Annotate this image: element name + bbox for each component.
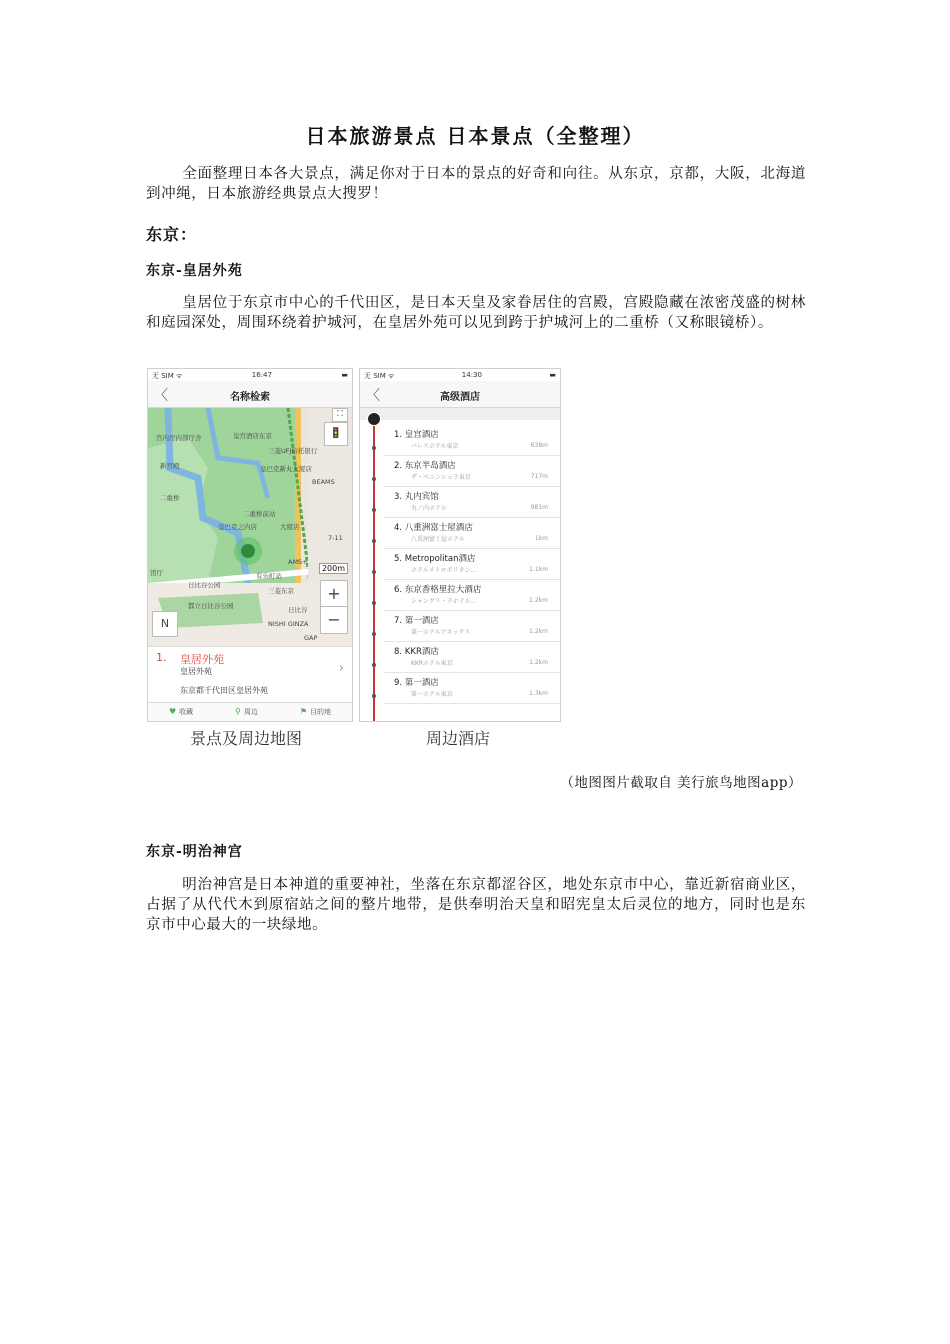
hotel-name: 5. Metropolitan酒店 (394, 554, 476, 564)
section-heading-tokyo: 东京： (146, 225, 198, 244)
hotel-distance: 638m (530, 442, 548, 449)
route-dot (372, 663, 376, 667)
status-bar (148, 369, 352, 381)
hotel-list-item[interactable] (384, 672, 560, 704)
result-subtitle: 皇居外苑 (180, 667, 212, 676)
battery-icon: ▬ (341, 371, 348, 379)
result-name: 皇居外苑 (180, 653, 224, 666)
hotel-name: 3. 丸内宾馆 (394, 492, 439, 502)
map-label: AMS+ (288, 558, 308, 566)
map-label: 二重桥前站 (243, 510, 276, 518)
hotel-name-japanese: 八重洲富士屋ホテル (411, 536, 465, 543)
hotel-distance: 1.2km (529, 597, 548, 604)
hotel-list (360, 408, 561, 721)
zoom-in-button[interactable]: + (320, 580, 348, 608)
paragraph-imperial-palace: 皇居位于东京市中心的千代田区，是日本天皇及家眷居住的宫殿，宫殿隐藏在浓密茂盛的树林和庭园深处，周围环绕着护城河，在皇居外苑可以见到跨于护城河上的二重桥（又称眼镜桥）。 (146, 295, 806, 331)
map-label: 馆厅 (150, 569, 163, 577)
destination-label: 目的地 (310, 708, 331, 716)
status-carrier: 无 SIM ᯤ (152, 372, 183, 380)
hotel-name-japanese: シャングリ・ラホテル... (411, 598, 477, 605)
map-screenshot (147, 368, 353, 722)
map-label: BEAMS (312, 478, 335, 486)
zoom-out-button[interactable]: − (320, 606, 348, 634)
map-label: 三菱UFJ信托银行 (268, 447, 318, 455)
hotel-name-japanese: 第一ホテル東京 (411, 691, 453, 698)
map-label: 皇巴克之内店 (218, 523, 257, 531)
flag-icon: ⚑ (299, 707, 307, 716)
hotel-distance: 1.2km (529, 628, 548, 635)
caption-hotels: 周边酒店 (426, 729, 491, 748)
status-bar (360, 369, 560, 381)
hotel-name-japanese: ザ・ペニンシュラ東京 (411, 474, 471, 481)
hotel-name-japanese: 丸ノ内ホテル (411, 505, 447, 512)
hotel-name: 2. 东京半岛酒店 (394, 461, 456, 471)
hotel-list-screenshot (359, 368, 561, 722)
compass-button[interactable]: N (152, 611, 178, 637)
nearby-button[interactable] (235, 707, 258, 717)
location-pin-icon: ⚲ (235, 707, 241, 716)
hotel-distance: 1.1km (529, 566, 548, 573)
nav-bar (360, 381, 560, 408)
hotel-name: 6. 东京香格里拉大酒店 (394, 585, 482, 595)
hotel-name-japanese: KKRホテル東京 (411, 660, 453, 667)
map-label: 皇巴克新丸大厦店 (260, 465, 312, 473)
battery-icon: ▬ (549, 371, 556, 379)
map-label: GAP (304, 634, 318, 642)
hotel-name: 8. KKR酒店 (394, 647, 439, 657)
map-view[interactable] (148, 408, 352, 646)
nav-title: 名称检索 (230, 392, 270, 403)
location-pin-icon (367, 412, 381, 426)
hotel-distance: 1.2km (529, 659, 548, 666)
page-title: 日本旅游景点 日本景点（全整理） (305, 124, 645, 148)
map-label: 三菱东京 (268, 587, 294, 595)
status-time: 14:30 (461, 371, 482, 379)
hotel-list-item[interactable] (384, 548, 560, 580)
map-label: 皇宫酒店东京 (233, 432, 272, 440)
hotel-name: 7. 第一酒店 (394, 616, 439, 626)
hotel-distance: 717m (530, 473, 548, 480)
fullscreen-button[interactable]: ⛶ (332, 408, 348, 422)
map-label: 日比谷公园 (188, 581, 221, 589)
map-scale: 200m (319, 563, 348, 574)
destination-button[interactable] (300, 707, 331, 717)
map-label: 新宫殿 (160, 462, 180, 470)
nearby-label: 周边 (243, 708, 258, 716)
favorite-button[interactable] (169, 707, 193, 717)
paragraph-meiji-shrine: 明治神宫是日本神道的重要神社，坐落在东京都涩谷区，地处东京市中心，靠近新宿商业区，占据了从代代木到原宿站之间的整片地带，是供奉明治天皇和昭宪皇太后灵位的地方，同时也是东京市中心最大的一块绿地。 (146, 877, 806, 933)
map-label: NISHI GINZA (268, 620, 309, 628)
route-dot (372, 446, 376, 450)
status-time: 16:47 (251, 371, 272, 379)
hotel-name-japanese: 第一ホテルアネックス (411, 629, 471, 636)
route-dot (372, 632, 376, 636)
hotel-list-item[interactable] (384, 486, 560, 518)
hotel-distance: 1km (534, 535, 548, 542)
hotel-list-item[interactable] (384, 579, 560, 611)
caption-map: 景点及周边地图 (190, 729, 303, 748)
result-number: 1. (156, 651, 167, 664)
hotel-list-item[interactable] (384, 517, 560, 549)
hotel-distance: 981m (530, 504, 548, 511)
map-label: 二重桥 (160, 494, 180, 502)
nav-title: 高级酒店 (440, 392, 480, 403)
map-label: 宫内厅内部厅舍 (156, 434, 202, 442)
hotel-name: 4. 八重洲富士屋酒店 (394, 523, 473, 533)
hotel-list-item[interactable] (384, 641, 560, 673)
result-address: 东京都千代田区皇居外苑 (180, 686, 268, 695)
map-label: 7-11 (328, 534, 343, 542)
nav-bar (148, 381, 352, 408)
map-label: 有乐町站 (256, 572, 282, 580)
route-dot (372, 694, 376, 698)
image-credit: （地图图片截取自 美行旅鸟地图app） (560, 775, 802, 791)
route-dot (372, 508, 376, 512)
result-card[interactable] (148, 646, 352, 705)
back-icon[interactable]: 〈 (154, 388, 168, 404)
map-label: 都立日比谷公园 (188, 602, 234, 610)
route-dot (372, 570, 376, 574)
route-dot (372, 539, 376, 543)
hotel-distance: 1.3km (529, 690, 548, 697)
hotel-list-item[interactable] (384, 610, 560, 642)
subheading-meiji-shrine: 东京-明治神宫 (146, 844, 243, 860)
favorite-label: 收藏 (179, 708, 194, 716)
chevron-right-icon: › (338, 661, 344, 676)
map-label: 大厦店 (280, 523, 300, 531)
hotel-name-japanese: ホテルメトロポリタン... (411, 567, 477, 574)
heart-icon: ♥ (168, 707, 177, 716)
hotel-list-item[interactable] (384, 455, 560, 487)
subheading-imperial-palace: 东京-皇居外苑 (146, 263, 243, 279)
list-header-strip (360, 408, 561, 420)
hotel-name-japanese: パレスホテル東京 (411, 443, 459, 450)
route-dot (372, 601, 376, 605)
map-label: 日比谷 (288, 606, 308, 614)
hotel-name: 9. 第一酒店 (394, 678, 439, 688)
intro-paragraph: 全面整理日本各大景点，满足你对于日本的景点的好奇和向往。从东京，京都，大阪，北海道到冲绳，日本旅游经典景点大搜罗！ (146, 166, 806, 202)
hotel-list-item[interactable] (384, 424, 560, 456)
traffic-icon[interactable]: 🚦 (324, 422, 348, 446)
back-icon[interactable]: 〈 (366, 388, 380, 404)
hotel-name: 1. 皇宫酒店 (394, 430, 439, 440)
action-bar (148, 702, 352, 721)
status-carrier: 无 SIM ᯤ (364, 372, 395, 380)
route-dot (372, 477, 376, 481)
